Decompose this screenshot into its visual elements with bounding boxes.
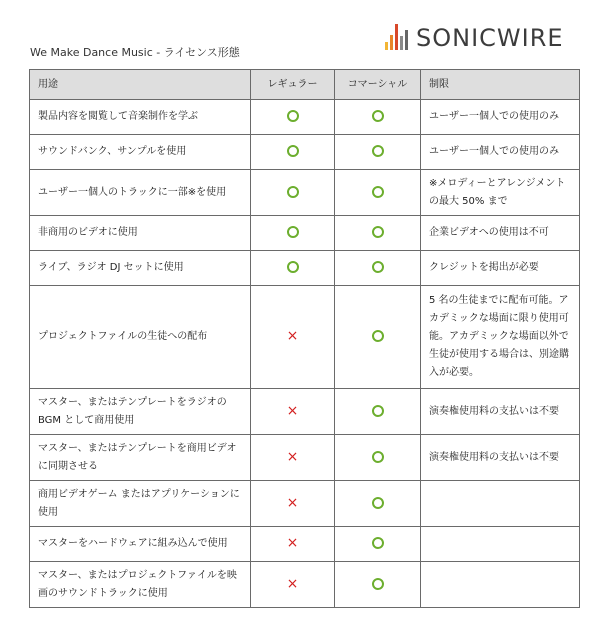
header-use: 用途 [30,70,251,100]
logo-text: SONICWIRE [416,24,564,52]
cross-icon: × [286,535,299,551]
limit-cell [421,562,580,608]
regular-cell [251,481,335,527]
use-cell: ライブ、ラジオ DJ セットに使用 [30,251,251,286]
use-cell: マスター、またはテンプレートをラジオの BGM として商用使用 [30,389,251,435]
table-row [30,170,580,216]
use-cell: 製品内容を閲覧して音楽制作を学ぶ [30,100,251,135]
commercial-cell [335,562,421,608]
header-regular: レギュラー [251,70,335,100]
commercial-cell [335,100,421,135]
circle-icon [372,226,384,238]
circle-icon [372,451,384,463]
commercial-cell [335,481,421,527]
limit-cell: ※メロディーとアレンジメントの最大 50% まで [421,170,580,216]
cross-icon: × [286,448,299,465]
table-row [30,286,580,389]
limit-cell: ユーザー一個人での使用のみ [421,100,580,135]
use-cell: 商用ビデオゲーム またはアプリケーションに使用 [30,481,251,527]
cross-icon: × [286,328,299,344]
circle-icon [372,330,384,342]
limit-cell: クレジットを掲出が必要 [421,251,580,286]
use-cell: サウンドバンク、サンプルを使用 [30,135,251,170]
commercial-cell [335,286,421,389]
limit-cell [421,527,580,562]
commercial-cell [335,135,421,170]
regular-cell [251,135,335,170]
cross-icon: × [286,575,299,592]
circle-icon [372,497,384,509]
license-table [29,69,580,608]
table-row [30,435,580,481]
circle-icon [287,261,299,273]
circle-icon [372,578,384,590]
circle-icon [372,186,384,198]
cross-icon: × [286,402,299,419]
commercial-cell [335,527,421,562]
logo-bars-icon [385,24,413,50]
circle-icon [287,226,299,238]
table-row [30,527,580,562]
commercial-cell [335,389,421,435]
use-cell: マスター、またはプロジェクトファイルを映画のサウンドトラックに使用 [30,562,251,608]
use-cell: マスターをハードウェアに組み込んで使用 [30,527,251,562]
use-cell: マスター、またはテンプレートを商用ビデオに同期させる [30,435,251,481]
commercial-cell [335,170,421,216]
limit-cell [421,481,580,527]
table-row [30,562,580,608]
regular-cell [251,286,335,389]
circle-icon [372,110,384,122]
table-row [30,481,580,527]
use-cell: ユーザー一個人のトラックに一部※を使用 [30,170,251,216]
limit-cell: ユーザー一個人での使用のみ [421,135,580,170]
circle-icon [372,537,384,549]
regular-cell [251,216,335,251]
limit-cell: 5 名の生徒までに配布可能。アカデミックな場面に限り使用可能。アカデミックな場面以外で生徒が使用する場合は、別途購入が必要。 [421,286,580,389]
circle-icon [287,110,299,122]
use-cell: 非商用のビデオに使用 [30,216,251,251]
header-limit: 制限 [421,70,580,100]
table-row [30,216,580,251]
circle-icon [372,145,384,157]
table-row [30,135,580,170]
limit-cell: 演奏権使用料の支払いは不要 [421,389,580,435]
regular-cell [251,562,335,608]
circle-icon [372,405,384,417]
commercial-cell [335,251,421,286]
header-commercial: コマーシャル [335,70,421,100]
regular-cell [251,100,335,135]
commercial-cell [335,216,421,251]
limit-cell: 演奏権使用料の支払いは不要 [421,435,580,481]
regular-cell [251,435,335,481]
table-row [30,251,580,286]
circle-icon [372,261,384,273]
regular-cell [251,389,335,435]
table-row [30,100,580,135]
limit-cell: 企業ビデオへの使用は不可 [421,216,580,251]
table-row [30,389,580,435]
circle-icon [287,186,299,198]
commercial-cell [335,435,421,481]
regular-cell [251,527,335,562]
table-header-row [30,70,580,100]
regular-cell [251,170,335,216]
page-title: We Make Dance Music - ライセンス形態 [30,46,240,59]
sonicwire-logo [385,24,585,54]
cross-icon: × [286,494,299,511]
regular-cell [251,251,335,286]
circle-icon [287,145,299,157]
use-cell: プロジェクトファイルの生徒への配布 [30,286,251,389]
